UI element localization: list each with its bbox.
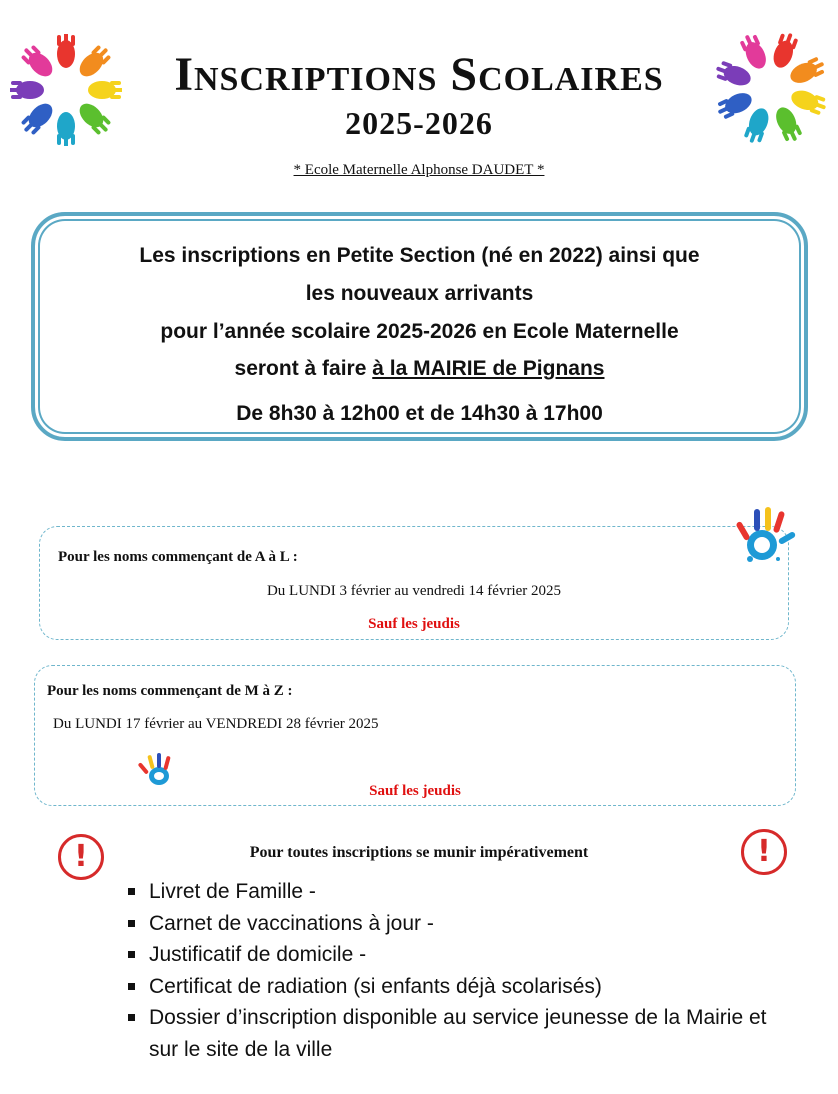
list-item: Livret de Famille - [125,876,785,908]
info-line-1: Les inscriptions en Petite Section (né en 2022) ainsi que [139,244,700,267]
list-item: Certificat de radiation (si enfants déjà scolarisés) [125,971,785,1003]
painted-hand-icon [137,752,179,788]
period-dates: Du LUNDI 17 février au VENDREDI 28 février 2025 [53,716,379,732]
hands-wreath-icon-right [715,32,827,144]
period-exception: Sauf les jeudis [369,783,461,799]
list-item: Dossier d’inscription disponible au service jeunesse de la Mairie et sur le site de la ville [125,1002,785,1065]
period-dates: Du LUNDI 3 février au vendredi 14 février 2025 [266,583,562,599]
warning-icon-left: ! [58,834,104,880]
period-label: Pour les noms commençant de A à L : [58,549,298,565]
info-line-3: pour l’année scolaire 2025-2026 en Ecole Maternelle [160,320,679,343]
hands-wreath-icon-left [10,34,122,146]
info-line-2: les nouveaux arrivants [305,282,534,305]
warning-icon-right: ! [741,829,787,875]
period-box-a-l [39,526,789,640]
list-item: Carnet de vaccinations à jour - [125,908,785,940]
requirements-list [125,876,785,1065]
info-line-4 [35,357,804,381]
painted-hand-icon [732,503,804,567]
info-line-4-prefix: seront à faire [234,357,373,380]
requirements-title: Pour toutes inscriptions se munir impérativement [249,844,589,861]
page-title: Inscriptions Scolaires [174,48,664,101]
school-name: * Ecole Maternelle Alphonse DAUDET * [293,162,545,178]
period-exception: Sauf les jeudis [368,616,460,632]
period-label: Pour les noms commençant de M à Z : [47,683,293,699]
list-item: Justificatif de domicile - [125,939,785,971]
registration-place: à la MAIRIE de Pignans [372,357,605,380]
opening-hours: De 8h30 à 12h00 et de 14h30 à 17h00 [236,402,603,425]
registration-info-box [31,212,808,441]
school-year: 2025-2026 [345,105,493,141]
